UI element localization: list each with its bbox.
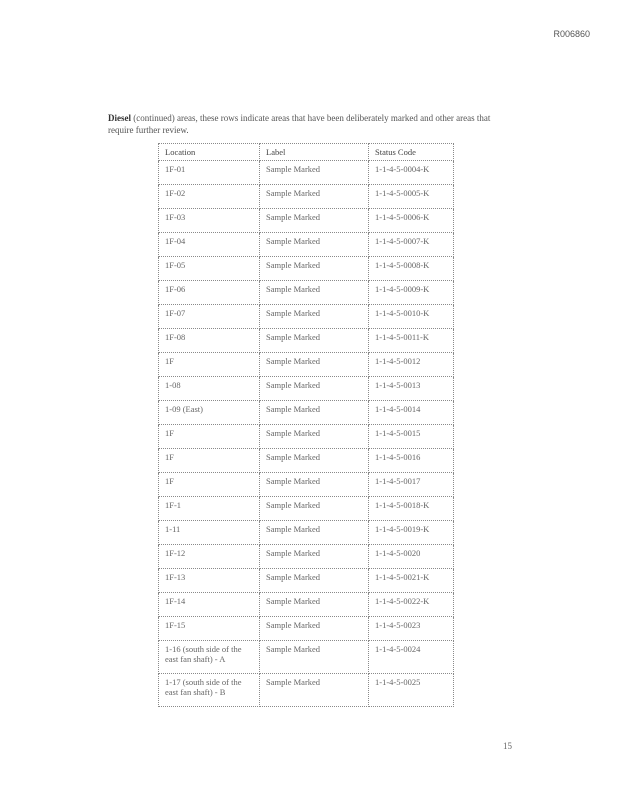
table-row xyxy=(159,281,454,305)
table-row xyxy=(159,185,454,209)
table-cell: 1-1-4-5-0016 xyxy=(369,449,454,473)
table-cell: 1-1-4-5-0013 xyxy=(369,377,454,401)
table-cell: Sample Marked xyxy=(260,185,369,209)
table-cell: 1F xyxy=(159,449,260,473)
table-row xyxy=(159,377,454,401)
table-cell: 1F-14 xyxy=(159,593,260,617)
table-cell: Sample Marked xyxy=(260,674,369,707)
table-cell: Sample Marked xyxy=(260,161,369,185)
table-cell: 1F-06 xyxy=(159,281,260,305)
table-cell: 1-17 (south side of the east fan shaft) - B xyxy=(159,674,260,707)
table-cell: 1-1-4-5-0015 xyxy=(369,425,454,449)
table-cell: 1F-1 xyxy=(159,497,260,521)
table-cell: Sample Marked xyxy=(260,521,369,545)
table-cell: 1-08 xyxy=(159,377,260,401)
table-cell: Sample Marked xyxy=(260,329,369,353)
table-cell: 1F-03 xyxy=(159,209,260,233)
table-row xyxy=(159,473,454,497)
column-header: Location xyxy=(159,144,260,161)
table-cell: 1F-07 xyxy=(159,305,260,329)
column-header: Status Code xyxy=(369,144,454,161)
table-cell: 1-1-4-5-0019-K xyxy=(369,521,454,545)
table-row xyxy=(159,329,454,353)
table-cell: 1F-08 xyxy=(159,329,260,353)
table-cell: 1-1-4-5-0011-K xyxy=(369,329,454,353)
table-row xyxy=(159,497,454,521)
table-cell: Sample Marked xyxy=(260,617,369,641)
table-cell: 1-1-4-5-0005-K xyxy=(369,185,454,209)
table-cell: 1F-13 xyxy=(159,569,260,593)
table-cell: 1-1-4-5-0021-K xyxy=(369,569,454,593)
table-body xyxy=(159,161,454,707)
table-cell: Sample Marked xyxy=(260,569,369,593)
table-row xyxy=(159,161,454,185)
table-row xyxy=(159,521,454,545)
table-row xyxy=(159,449,454,473)
table-cell: Sample Marked xyxy=(260,593,369,617)
table-cell: 1-1-4-5-0018-K xyxy=(369,497,454,521)
table-cell: 1-16 (south side of the east fan shaft) - A xyxy=(159,641,260,674)
column-header: Label xyxy=(260,144,369,161)
sample-table xyxy=(158,143,454,707)
table-cell: 1-1-4-5-0020 xyxy=(369,545,454,569)
table-row xyxy=(159,233,454,257)
table-cell: 1-1-4-5-0006-K xyxy=(369,209,454,233)
table-cell: 1-1-4-5-0025 xyxy=(369,674,454,707)
table-cell: 1F-15 xyxy=(159,617,260,641)
table-cell: 1F xyxy=(159,425,260,449)
table-cell: Sample Marked xyxy=(260,425,369,449)
table-row xyxy=(159,545,454,569)
table-cell: 1F xyxy=(159,473,260,497)
table-cell: 1-1-4-5-0017 xyxy=(369,473,454,497)
table-cell: 1-1-4-5-0014 xyxy=(369,401,454,425)
table-cell: 1-1-4-5-0008-K xyxy=(369,257,454,281)
intro-lead: Diesel xyxy=(108,113,131,123)
intro-text: (continued) areas, these rows indicate areas that have been deliberately marked and other areas that require further review. xyxy=(108,113,491,135)
table-row xyxy=(159,617,454,641)
table-cell: 1-1-4-5-0022-K xyxy=(369,593,454,617)
intro-paragraph xyxy=(108,112,518,136)
table-cell: Sample Marked xyxy=(260,545,369,569)
table-row xyxy=(159,257,454,281)
table-header-row xyxy=(159,144,454,161)
table-cell: 1F-05 xyxy=(159,257,260,281)
table-cell: 1F-02 xyxy=(159,185,260,209)
table-row xyxy=(159,209,454,233)
table-cell: Sample Marked xyxy=(260,641,369,674)
table-row xyxy=(159,569,454,593)
table-row xyxy=(159,593,454,617)
table-cell: 1F-01 xyxy=(159,161,260,185)
table-cell: Sample Marked xyxy=(260,281,369,305)
table-cell: Sample Marked xyxy=(260,305,369,329)
table-cell: 1F xyxy=(159,353,260,377)
table-cell: Sample Marked xyxy=(260,401,369,425)
table-cell: Sample Marked xyxy=(260,209,369,233)
table-cell: 1F-04 xyxy=(159,233,260,257)
table-cell: 1-11 xyxy=(159,521,260,545)
table-cell: 1-1-4-5-0009-K xyxy=(369,281,454,305)
table-row xyxy=(159,401,454,425)
page-number: 15 xyxy=(503,741,512,751)
table-cell: Sample Marked xyxy=(260,449,369,473)
table-cell: 1-1-4-5-0012 xyxy=(369,353,454,377)
table-cell: Sample Marked xyxy=(260,473,369,497)
table-cell: 1-1-4-5-0010-K xyxy=(369,305,454,329)
table-cell: Sample Marked xyxy=(260,497,369,521)
table-row xyxy=(159,641,454,674)
table-cell: 1F-12 xyxy=(159,545,260,569)
table-cell: Sample Marked xyxy=(260,353,369,377)
table-row xyxy=(159,425,454,449)
table-cell: Sample Marked xyxy=(260,257,369,281)
table-cell: 1-1-4-5-0024 xyxy=(369,641,454,674)
table-row xyxy=(159,353,454,377)
table-cell: Sample Marked xyxy=(260,233,369,257)
table-cell: 1-1-4-5-0004-K xyxy=(369,161,454,185)
table-row xyxy=(159,674,454,707)
table-row xyxy=(159,305,454,329)
document-id: R006860 xyxy=(553,29,590,39)
table-cell: 1-1-4-5-0007-K xyxy=(369,233,454,257)
table-cell: Sample Marked xyxy=(260,377,369,401)
table-cell: 1-09 (East) xyxy=(159,401,260,425)
table-cell: 1-1-4-5-0023 xyxy=(369,617,454,641)
